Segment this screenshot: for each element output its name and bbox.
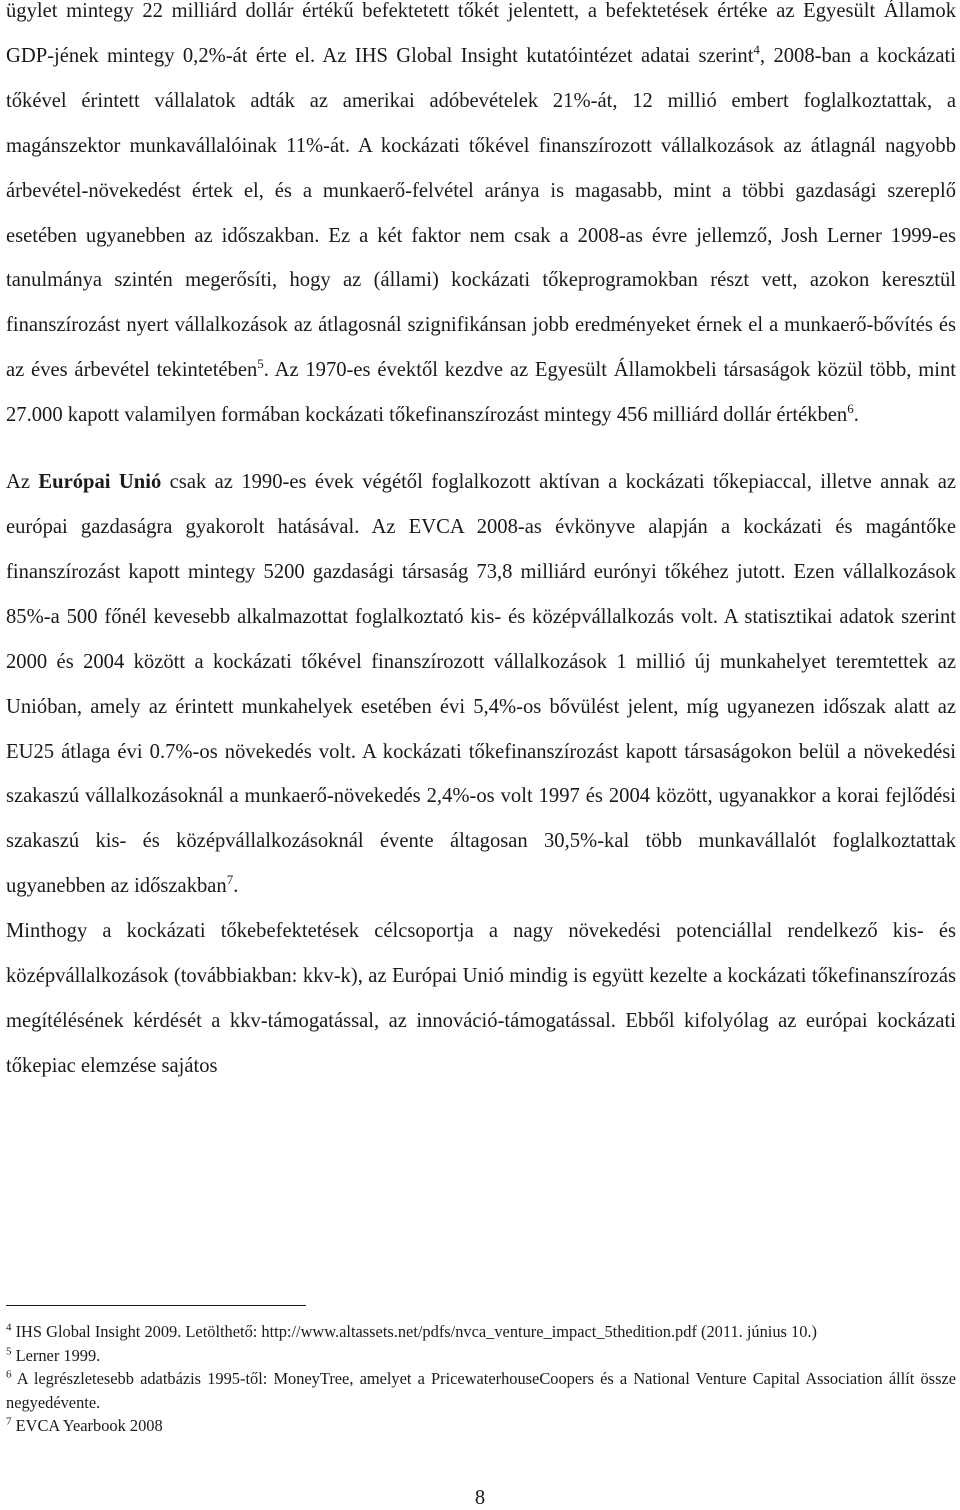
paragraph-1-text-a: ügylet mintegy 22 milliárd dollár értékű befektetett tőkét jelentett, a befektetések értéke az Egyesült Államok GDP-jének mintegy 0,2%-át érte el. Az IHS Global Insight kutatóintézet adatai szerint: [6, 0, 956, 67]
footnote-text: Lerner 1999.: [11, 1345, 101, 1365]
paragraph-1-text-d: .: [853, 404, 859, 427]
page-number: 8: [474, 1487, 486, 1509]
body-paragraph-1: [6, 0, 956, 438]
footnote-number: 4: [6, 1321, 12, 1334]
footnote-number: 5: [6, 1345, 12, 1358]
footnote-text: A legrészletesebb adatbázis 1995-től: MoneyTree, amelyet a PricewaterhouseCoopers és a National Venture Capital Association állít össze negyedévente.: [6, 1369, 956, 1412]
paragraph-2-text-b: csak az 1990-es évek végétől foglalkozott aktívan a kockázati tőkepiaccal, illetve annak az európai gazdaságra gyakorolt hatásával. Az EVCA 2008-as évkönyve alapján a kockázati és magántőke finanszírozást kapott mintegy 5200 gazdasági társaság 73,8 milliárd eurónyi tőkéhez jutott. Ezen vállalkozások 85%-a 500 főnél kevesebb alkalmazottat foglalkoztató kis- és középvállalkozás volt. A statisztikai adatok szerint 2000 és 2004 között a kockázati tőkével finanszírozott vállalkozások 1 millió új munkahelyet teremtettek az Unióban, amely az érintett munkahelyek esetében évi 5,4%-os bővülést jelent, míg ugyanezen időszak alatt az EU25 átlaga évi 0.7%-os növekedés volt. A kockázati tőkefinanszírozást kapott társaságokon belül a növekedési szakaszú vállalkozásoknál a munkaerő-növekedés 2,4%-os volt 1997 és 2004 között, ugyanakkor a korai fejlődési szakaszú kis- és középvállalkozásoknál évente áltagosan 30,5%-kal több munkavállalót foglalkoztattak ugyanebben az időszakban: [6, 471, 956, 898]
footnote-5: [6, 1344, 956, 1368]
body-paragraph-2: [6, 460, 956, 909]
footnotes-section: [6, 1320, 956, 1438]
footnote-4: [6, 1320, 956, 1344]
footnote-ref-6[interactable]: 6: [847, 401, 854, 417]
footnote-text: EVCA Yearbook 2008: [11, 1416, 163, 1435]
paragraph-1-text-c: . Az 1970-es évektől kezdve az Egyesült Államokbeli társaságok közül több, mint 27.000 kapott valamilyen formában kockázati tőkefinanszírozást mintegy 456 milliárd dollár értékben: [6, 359, 956, 427]
footnote-ref-5[interactable]: 5: [257, 356, 264, 372]
footnote-number: 6: [6, 1368, 12, 1381]
footnote-separator: [6, 1305, 306, 1306]
footnote-text: IHS Global Insight 2009. Letölthető: http://www.altassets.net/pdfs/nvca_venture_impact_5thedition.pdf (2011. június 10.): [11, 1322, 817, 1341]
footnote-ref-4[interactable]: 4: [753, 42, 760, 58]
footnote-6: [6, 1367, 956, 1414]
paragraph-2-text-a: Az: [6, 471, 39, 494]
paragraph-1-text-b: , 2008-ban a kockázati tőkével érintett vállalatok adták az amerikai adóbevételek 21%-át, 12 millió embert foglalkoztattak, a magánszektor munkavállalóinak 11%-át. A kockázati tőkével finanszírozott vállalkozások az átlagnál nagyobb árbevétel-növekedést értek el, és a munkaerő-felvétel aránya is magasabb, mint a többi gazdasági szereplő esetében ugyanebben az időszakban. Ez a két faktor nem csak a 2008-as évre jellemző, Josh Lerner 1999-es tanulmánya szintén megerősíti, hogy az (állami) kockázati tőkeprogramokban részt vett, azokon keresztül finanszírozást nyert vállalkozások az átlagosnál szignifikánsan jobb eredményeket érnek el a munkaerő-bővítés és az éves árbevétel tekintetében: [6, 44, 956, 382]
page-body: [6, 0, 956, 1089]
body-paragraph-3: [6, 909, 956, 1089]
bold-term-european-union: Európai Unió: [38, 471, 162, 494]
footnote-number: 7: [6, 1415, 12, 1428]
paragraph-3-text: Minthogy a kockázati tőkebefektetések célcsoportja a nagy növekedési potenciállal rendelkező kis- és középvállalkozások (továbbiakban: kkv-k), az Európai Unió mindig is együtt kezelte a kockázati tőkefinanszírozás megítélésének kérdését a kkv-támogatással, az innováció-támogatással. Ebből kifolyólag az európai kockázati tőkepiac elemzése sajátos: [6, 920, 956, 1077]
footnote-ref-7[interactable]: 7: [226, 872, 234, 888]
paragraph-2-text-c: .: [233, 875, 239, 898]
footnote-7: [6, 1414, 956, 1438]
